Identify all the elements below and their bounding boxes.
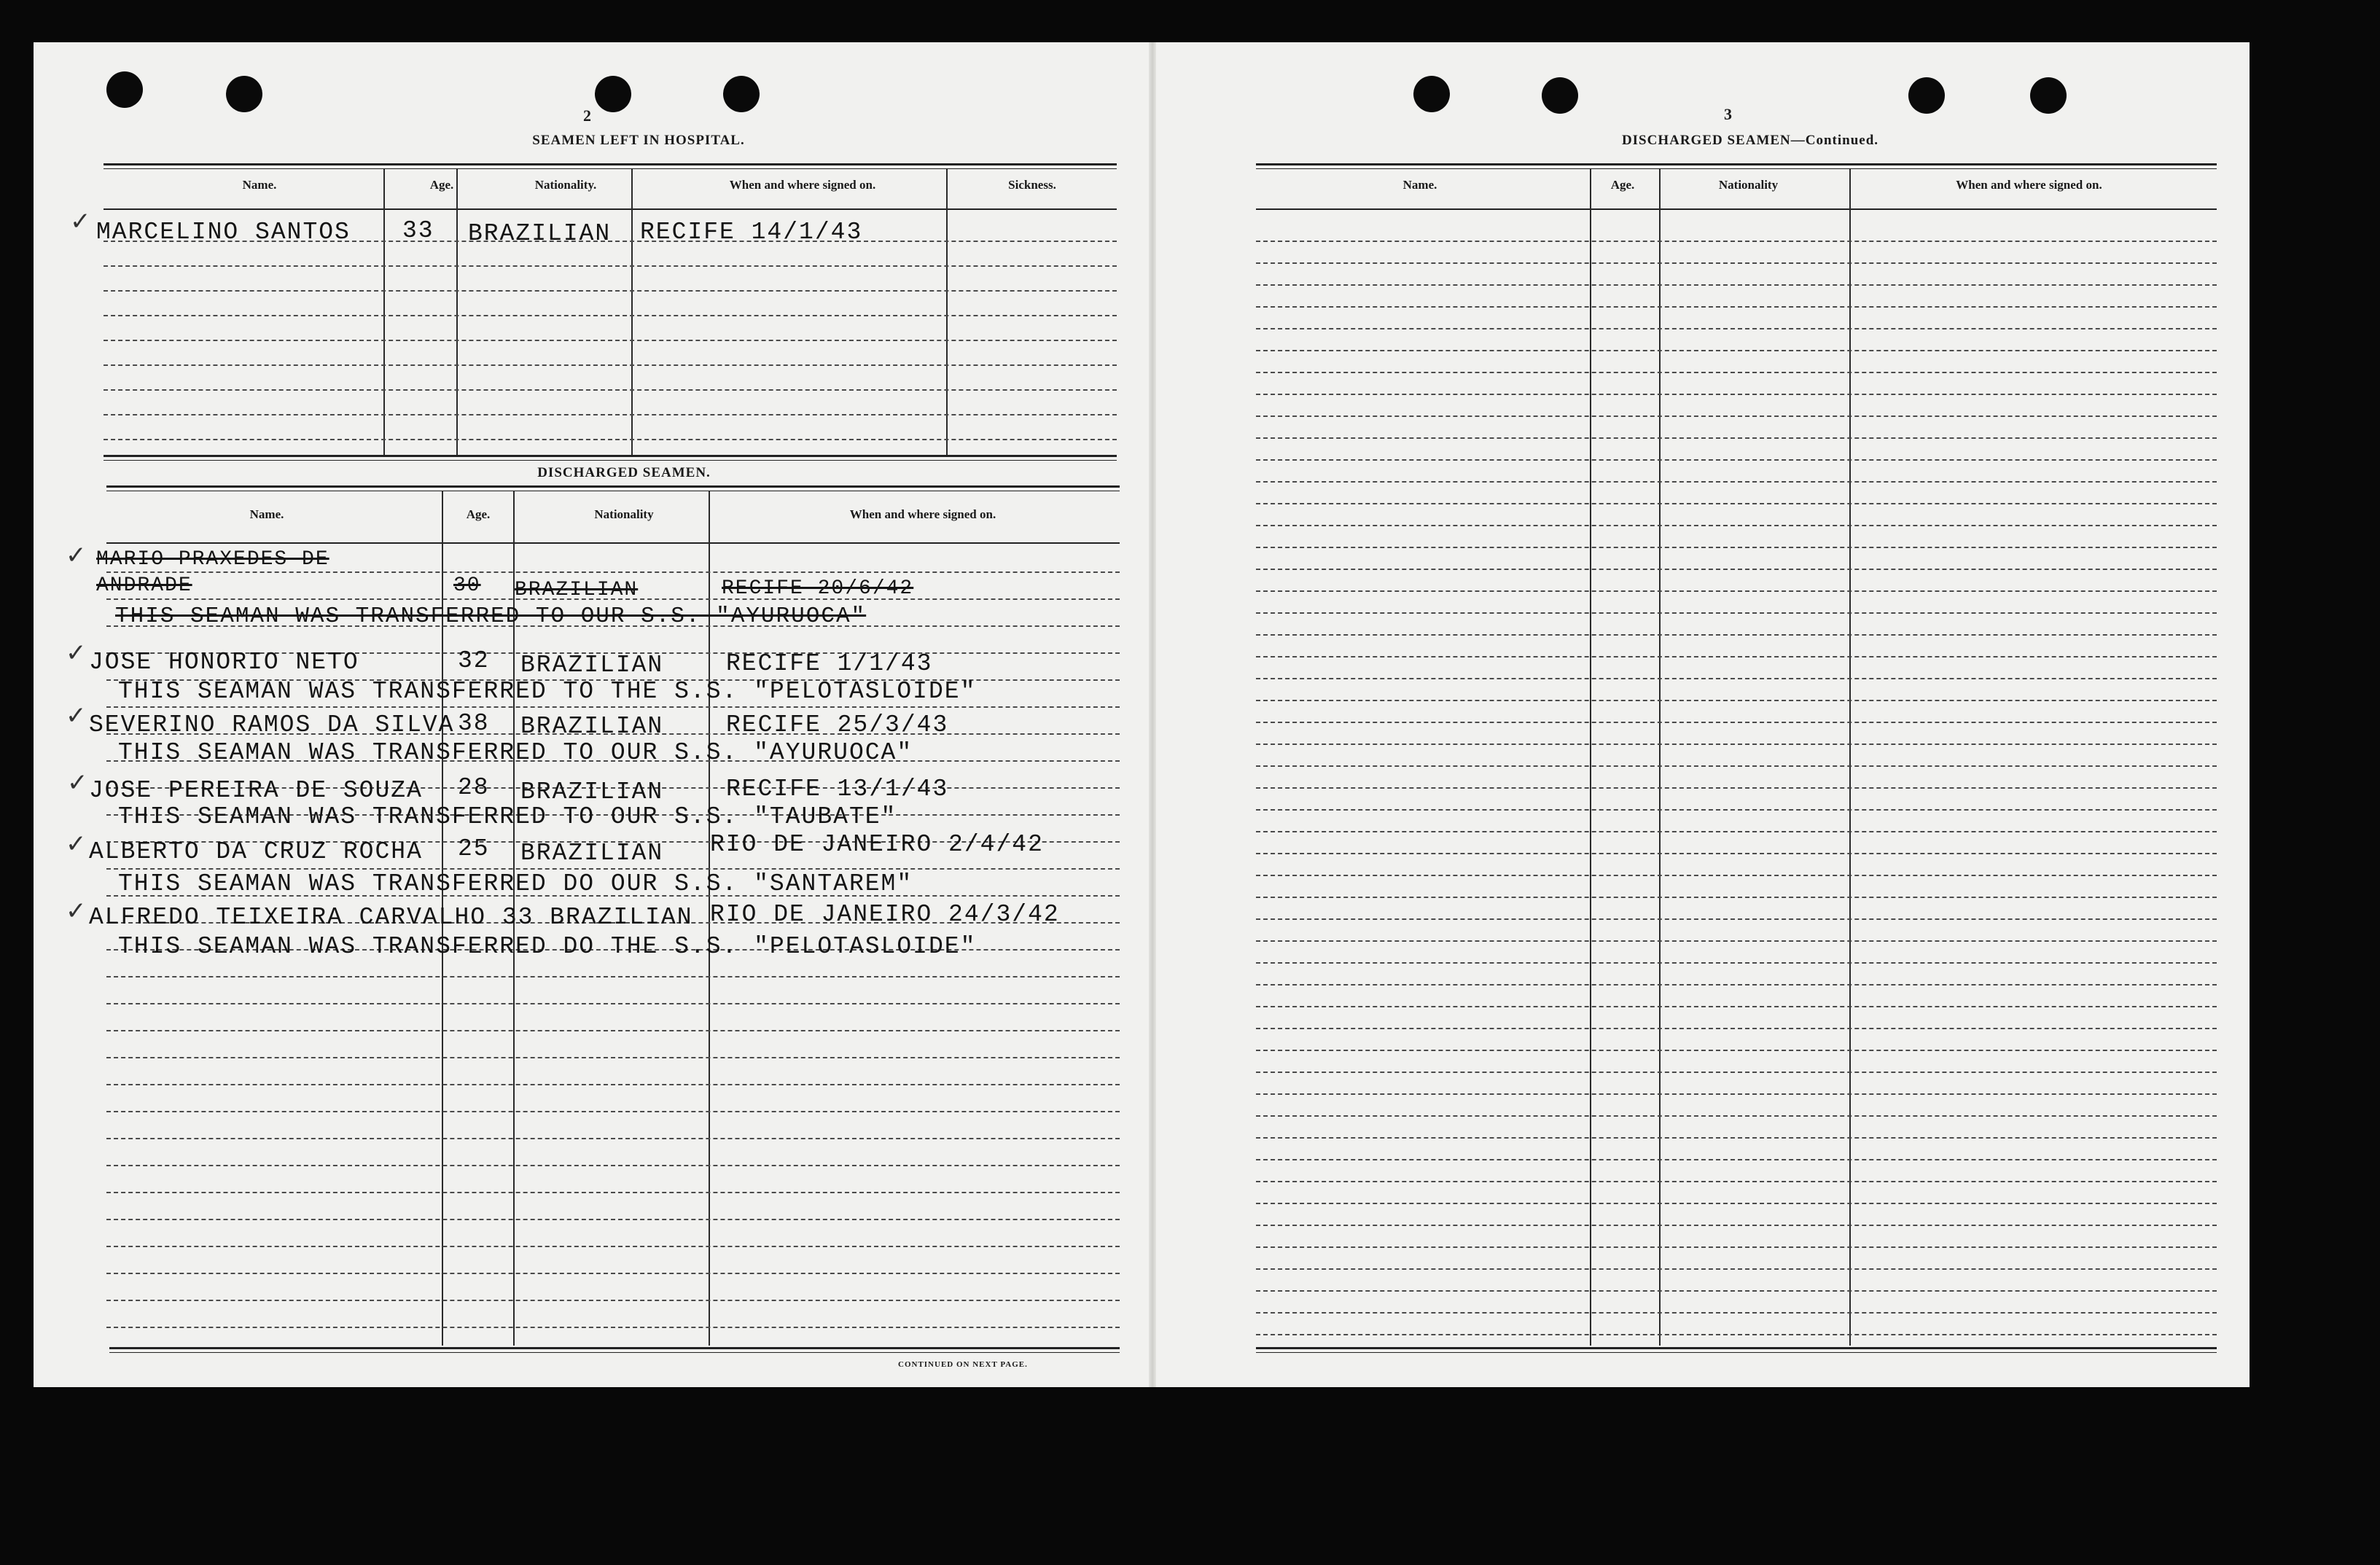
ruled-line (106, 1300, 1120, 1301)
ruled-line (1256, 1334, 2217, 1335)
seaman-name: SEVERINO RAMOS DA SILVA (89, 711, 455, 738)
ruled-line (106, 571, 1120, 573)
ruled-line (106, 1246, 1120, 1247)
continued-note: CONTINUED ON NEXT PAGE. (898, 1360, 1028, 1369)
page-number: 2 (583, 106, 591, 125)
ruled-line (1256, 1290, 2217, 1292)
ruled-line (106, 1057, 1120, 1058)
ruled-line (1256, 1072, 2217, 1073)
ruled-line (106, 1084, 1120, 1085)
ruled-line (1256, 984, 2217, 986)
ruled-line (106, 706, 1120, 708)
col-header-signed-on: When and where signed on. (729, 178, 876, 192)
punch-hole (2030, 77, 2067, 114)
check-mark: ✓ (66, 639, 87, 668)
page-2 (34, 42, 1152, 1387)
document-sheet (34, 42, 2250, 1387)
ruled-line (1256, 722, 2217, 723)
page-number: 3 (1724, 105, 1732, 123)
col-header-name: Name. (242, 178, 277, 192)
ruled-line (1256, 1137, 2217, 1139)
ruled-line (1256, 547, 2217, 548)
check-mark: ✓ (66, 701, 87, 730)
col-header-name: Name. (1402, 178, 1437, 192)
ruled-line (1256, 459, 2217, 461)
ruled-line (106, 1030, 1120, 1031)
struck-name-line1: MARIO PRAXEDES DE (96, 548, 329, 571)
check-mark: ✓ (70, 207, 91, 236)
discharged-section-title: DISCHARGED SEAMEN. (537, 465, 711, 480)
ruled-line (1256, 328, 2217, 329)
seaman-age: 28 (458, 774, 490, 801)
hospital-age: 33 (402, 217, 434, 244)
ruled-line (1256, 262, 2217, 264)
punch-hole (226, 76, 262, 112)
struck-note: THIS SEAMAN WAS TRANSFERRED TO OUR S.S. "AYURUOCA" (115, 604, 867, 629)
seaman-signed-on: RECIFE 13/1/43 (726, 776, 949, 803)
col-header-name: Name. (249, 507, 284, 521)
bottom-rule (109, 1347, 1120, 1353)
col-header-nationality: Nationality (1718, 178, 1779, 192)
ruled-line (106, 1219, 1120, 1220)
header-rule (104, 208, 1117, 210)
page-3 (1152, 42, 2250, 1387)
ruled-line (1256, 350, 2217, 351)
ruled-line (1256, 437, 2217, 439)
seaman-nationality: BRAZILIAN (520, 713, 664, 740)
column-divider (1849, 169, 1851, 1346)
ruled-line (1256, 1093, 2217, 1095)
column-divider (1659, 169, 1661, 1346)
seaman-nationality: BRAZILIAN (520, 652, 664, 679)
ruled-line (1256, 394, 2217, 395)
ruled-line (106, 1003, 1120, 1004)
header-rule (1256, 208, 2217, 210)
ruled-line (1256, 569, 2217, 570)
ruled-line (1256, 700, 2217, 701)
ruled-line (1256, 1050, 2217, 1051)
check-mark: ✓ (67, 768, 88, 797)
hospital-nationality: BRAZILIAN (468, 220, 612, 247)
ruled-line (106, 1111, 1120, 1112)
ruled-line (1256, 372, 2217, 373)
ruled-line (1256, 1006, 2217, 1007)
ruled-line (106, 1165, 1120, 1166)
struck-nationality: BRAZILIAN (515, 579, 639, 601)
ruled-line (1256, 415, 2217, 417)
seaman-note: THIS SEAMAN WAS TRANSFERRED DO THE S.S. "PELOTASLOIDE" (118, 933, 977, 960)
ruled-line (1256, 525, 2217, 526)
seaman-note: THIS SEAMAN WAS TRANSFERRED TO THE S.S. "PELOTASLOIDE" (118, 678, 977, 705)
punch-hole (723, 76, 760, 112)
ruled-line (1256, 612, 2217, 614)
struck-age: 30 (453, 574, 481, 597)
seaman-age: 25 (458, 835, 490, 862)
seaman-age: 38 (458, 710, 490, 737)
ruled-line (1256, 481, 2217, 483)
ruled-line (1256, 656, 2217, 657)
seaman-name: JOSE PEREIRA DE SOUZA (89, 777, 423, 804)
seaman-age: 32 (458, 647, 490, 674)
top-rule (1256, 163, 2217, 169)
punch-hole (595, 76, 631, 112)
ruled-line (1256, 853, 2217, 854)
ruled-line (1256, 634, 2217, 636)
col-header-age: Age. (429, 178, 454, 192)
ruled-line (1256, 962, 2217, 964)
ruled-line (1256, 503, 2217, 504)
column-divider (1590, 169, 1591, 1346)
section-rule (104, 455, 1117, 461)
punch-hole (1413, 76, 1450, 112)
punch-hole (1908, 77, 1945, 114)
ruled-line (1256, 787, 2217, 789)
seaman-signed-on: RIO DE JANEIRO 24/3/42 (710, 901, 1060, 928)
column-divider (946, 169, 948, 455)
seaman-name: ALBERTO DA CRUZ ROCHA (89, 838, 423, 865)
ruled-line (1256, 1246, 2217, 1248)
section-rule (106, 485, 1120, 491)
ruled-line (106, 1138, 1120, 1139)
ruled-line (1256, 1203, 2217, 1204)
col-header-sickness: Sickness. (1008, 178, 1056, 192)
struck-name-line2: ANDRADE (96, 574, 192, 597)
col-header-age: Age. (1610, 178, 1635, 192)
seaman-name: ALFREDO TEIXEIRA CARVALHO 33 BRAZILIAN (89, 904, 693, 931)
check-mark: ✓ (66, 541, 87, 570)
ruled-line (106, 1327, 1120, 1328)
ruled-line (1256, 940, 2217, 942)
col-header-nationality: Nationality (594, 507, 654, 521)
ruled-line (1256, 1268, 2217, 1270)
ruled-line (1256, 1115, 2217, 1117)
ruled-line (1256, 744, 2217, 745)
ruled-line (1256, 590, 2217, 592)
top-rule (104, 163, 1117, 169)
col-header-nationality: Nationality. (534, 178, 597, 192)
ruled-line (1256, 1225, 2217, 1226)
ruled-line (1256, 678, 2217, 679)
struck-signed-on: RECIFE 20/6/42 (722, 577, 914, 600)
seaman-signed-on: RECIFE 25/3/43 (726, 711, 949, 738)
column-divider (456, 169, 458, 455)
ruled-line (106, 1273, 1120, 1274)
ruled-line (1256, 1181, 2217, 1182)
ruled-line (1256, 918, 2217, 920)
seaman-note: THIS SEAMAN WAS TRANSFERRED DO OUR S.S. "SANTAREM" (118, 870, 913, 897)
ruled-line (106, 868, 1120, 870)
ruled-line (1256, 306, 2217, 308)
ruled-line (1256, 1159, 2217, 1160)
ruled-line (106, 1192, 1120, 1193)
seaman-note: THIS SEAMAN WAS TRANSFERRED TO OUR S.S. "AYURUOCA" (118, 739, 913, 766)
col-header-signed-on: When and where signed on. (849, 507, 996, 521)
punch-hole (1542, 77, 1578, 114)
col-header-age: Age. (466, 507, 491, 521)
hospital-section-title: SEAMEN LEFT IN HOSPITAL. (532, 133, 745, 148)
check-mark: ✓ (66, 897, 87, 926)
ruled-line (1256, 284, 2217, 286)
seaman-name: JOSE HONORIO NETO (89, 649, 359, 676)
ruled-line (1256, 1028, 2217, 1029)
seaman-signed-on: RIO DE JANEIRO 2/4/42 (710, 831, 1044, 858)
hospital-name: MARCELINO SANTOS (96, 219, 351, 246)
ruled-line (1256, 809, 2217, 811)
col-header-signed-on: When and where signed on. (1956, 178, 2102, 192)
ruled-line (1256, 831, 2217, 832)
ruled-line (1256, 241, 2217, 242)
ruled-line (106, 976, 1120, 977)
header-rule (106, 542, 1120, 544)
seaman-nationality: BRAZILIAN (520, 840, 664, 867)
discharged-continued-title: DISCHARGED SEAMEN—Continued. (1621, 133, 1879, 148)
ruled-line (1256, 765, 2217, 767)
ruled-line (1256, 1312, 2217, 1314)
seaman-note: THIS SEAMAN WAS TRANSFERRED TO OUR S.S. "TAUBATE" (118, 803, 897, 830)
punch-hole (106, 71, 143, 108)
seaman-signed-on: RECIFE 1/1/43 (726, 650, 933, 677)
bottom-rule (1256, 1347, 2217, 1353)
ruled-line (1256, 875, 2217, 876)
column-divider (631, 169, 633, 455)
hospital-signed-on: RECIFE 14/1/43 (640, 219, 863, 246)
column-divider (383, 169, 385, 455)
check-mark: ✓ (66, 830, 87, 859)
seaman-nationality: BRAZILIAN (520, 778, 664, 805)
ruled-line (1256, 897, 2217, 898)
